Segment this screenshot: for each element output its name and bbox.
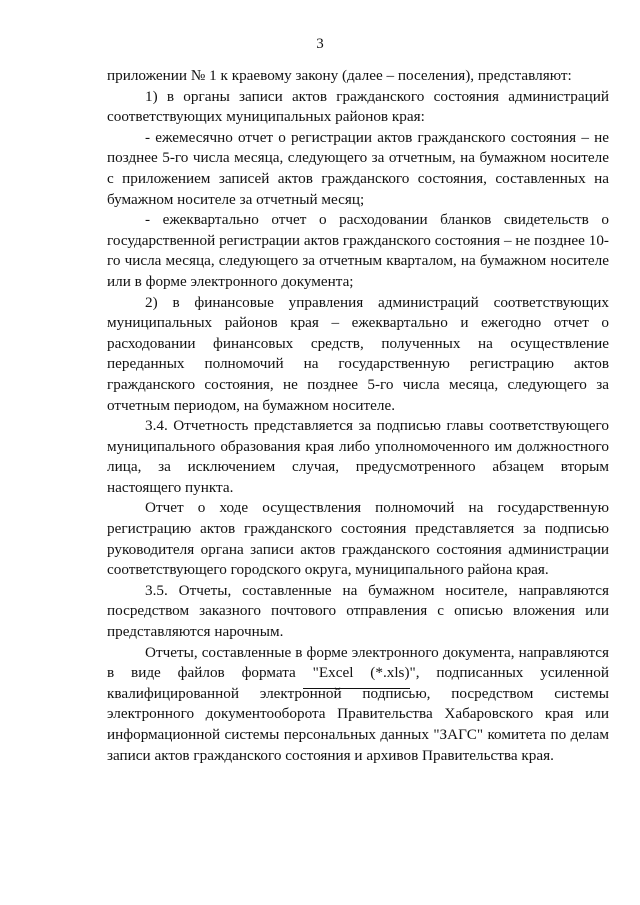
paragraph-item-1: 1) в органы записи актов гражданского состояния администраций соответствующих муниципальных районов края: xyxy=(107,87,609,126)
closing-divider-line xyxy=(303,688,410,689)
document-body xyxy=(107,66,609,766)
paragraph-continuation: приложении № 1 к краевому закону (далее – поселения), представляют: xyxy=(107,67,572,84)
paragraph-report-signature: Отчет о ходе осуществления полномочий на государственную регистрацию актов гражданского состояния представляется за подписью руководителя органа записи актов гражданского состояния администрации соответствующего городского округа, муниципального района края. xyxy=(107,499,609,579)
paragraph-3-4: 3.4. Отчетность представляется за подписью главы соответствующего муниципального образования края либо уполномоченного им должностного лица, за исключением случая, предусмотренного абзацем вторым настоящего пункта. xyxy=(107,417,609,496)
paragraph-quarterly-blanks-report: - ежеквартально отчет о расходовании бланков свидетельств о государственной регистрации актов гражданского состояния – не позднее 10-го числа месяца, следующего за отчетным кварталом, на бумажном носителе или в форме электронного документа; xyxy=(107,211,609,290)
paragraph-item-2: 2) в финансовые управления администраций соответствующих муниципальных районов края – ежеквартально и ежегодно отчет о расходовании финансовых средств, полученных на осуществление переданных полномочий на государственную регистрацию актов гражданского состояния, не позднее 5-го числа месяца, следующего за отчетным периодом, на бумажном носителе. xyxy=(107,293,609,414)
paragraph-3-5: 3.5. Отчеты, составленные на бумажном носителе, направляются посредством заказного почтового отправления с описью вложения или представляются нарочным. xyxy=(107,581,609,641)
paragraph-monthly-report: - ежемесячно отчет о регистрации актов гражданского состояния – не позднее 5-го числа месяца, следующего за отчетным, на бумажном носителе с приложением записей актов гражданского состояния, составленных на бумажном носителе за отчетный месяц; xyxy=(107,128,609,208)
page-number: 3 xyxy=(316,36,324,52)
paragraph-electronic-reports: Отчеты, составленные в форме электронного документа, направляются в виде файлов формата "Excel (*.xls)", подписанных усиленной квалифицированной электронной подписью, посредством системы электронного документооборота Правительства Хабаровского края или информационной системы персональных данных "ЗАГС" комитета по делам записи актов гражданского состояния и архивов Правительства края. xyxy=(107,643,609,764)
